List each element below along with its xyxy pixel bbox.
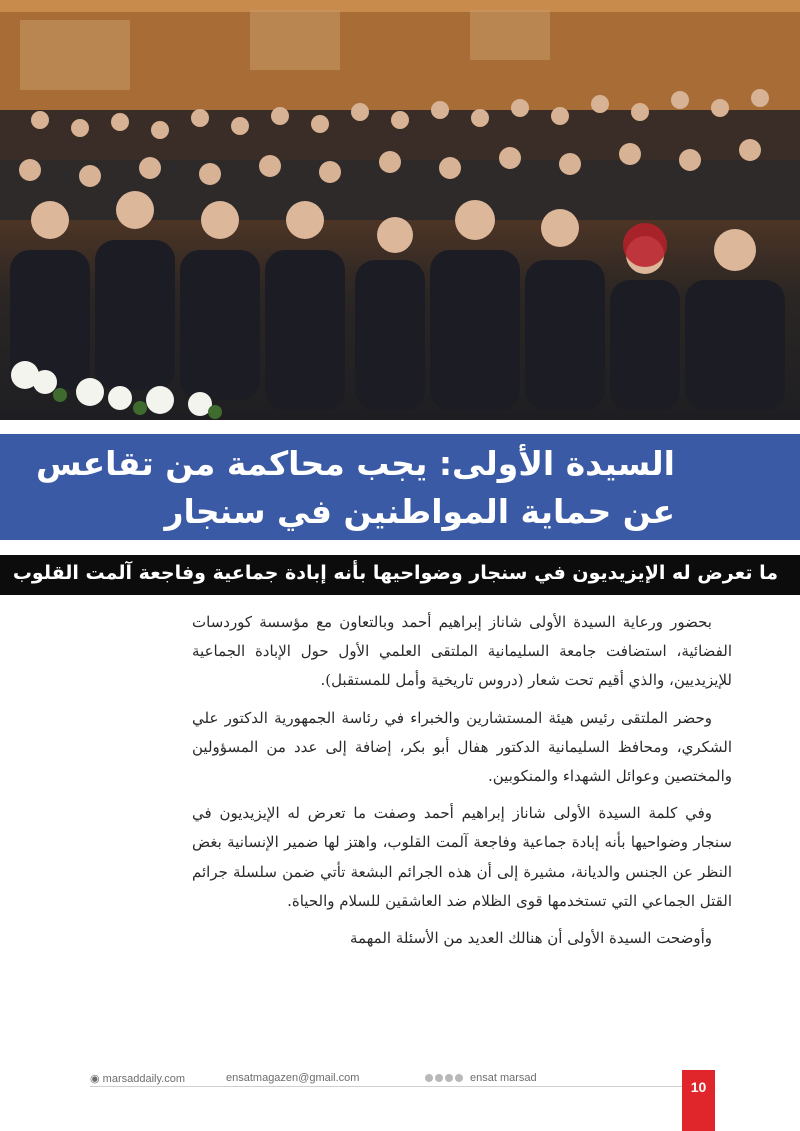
youtube-icon[interactable]: [455, 1074, 463, 1082]
twitter-icon[interactable]: [435, 1074, 443, 1082]
footer-website-text: marsaddaily.com: [102, 1073, 185, 1085]
globe-icon: ◉: [90, 1073, 100, 1085]
article-paragraph: وحضر الملتقى رئيس هيئة المستشارين والخبراء في رئاسة الجمهورية الدكتور علي الشكري، ومحافظ السليمانية الدكتور هفال أبو بكر، إضافة إلى عدد من المسؤولين والمختصين وعوائل الشهداء والمنكوبين.: [192, 708, 732, 786]
header-photo: [0, 0, 800, 420]
social-icons: [425, 1073, 465, 1085]
article-body: [192, 608, 732, 961]
facebook-icon[interactable]: [425, 1074, 433, 1082]
footer-brand: ensat marsad: [470, 1072, 537, 1084]
conference-audience-photo: [0, 0, 800, 420]
article-paragraph: وفي كلمة السيدة الأولى شاناز إبراهيم أحمد وصفت ما تعرض له الإيزيديون في سنجار وضواحيها بأنه إبادة جماعية وفاجعة آلمت القلوب، واهتز لها ضمير الإنسانية بغض النظر عن الجنس والديانة، مشيرة إلى أن هذه الجرائم البشعة تأتي ضمن سلسلة جرائم القتل الجماعي التي تستخدمها قوى الظلام ضد العاشقين للسلام والحياة.: [192, 804, 732, 910]
page-number: 10: [682, 1070, 715, 1131]
article-paragraph: وأوضحت السيدة الأولى أن هنالك العديد من الأسئلة المهمة: [350, 929, 712, 948]
footer-divider: [90, 1086, 682, 1087]
subtitle-text: ما تعرض له الإيزيديون في سنجار وضواحيها بأنه إبادة جماعية وفاجعة آلمت القلوب: [12, 562, 778, 584]
article-paragraph: بحضور ورعاية السيدة الأولى شاناز إبراهيم أحمد وبالتعاون مع مؤسسة كوردسات الفضائية، استضافت جامعة السليمانية الملتقى العلمي الأول حول الإبادة الجماعية للإيزيديين، والذي أقيم تحت شعار (دروس تاريخية وأمل للمستقبل).: [192, 613, 732, 690]
headline-line-1: السيدة الأولى: يجب محاكمة من تقاعس: [35, 444, 675, 483]
footer-email[interactable]: ensatmagazen@gmail.com: [226, 1072, 360, 1084]
headline-line-2: عن حماية المواطنين في سنجار: [164, 492, 675, 531]
footer-website[interactable]: [90, 1072, 185, 1085]
instagram-icon[interactable]: [445, 1074, 453, 1082]
